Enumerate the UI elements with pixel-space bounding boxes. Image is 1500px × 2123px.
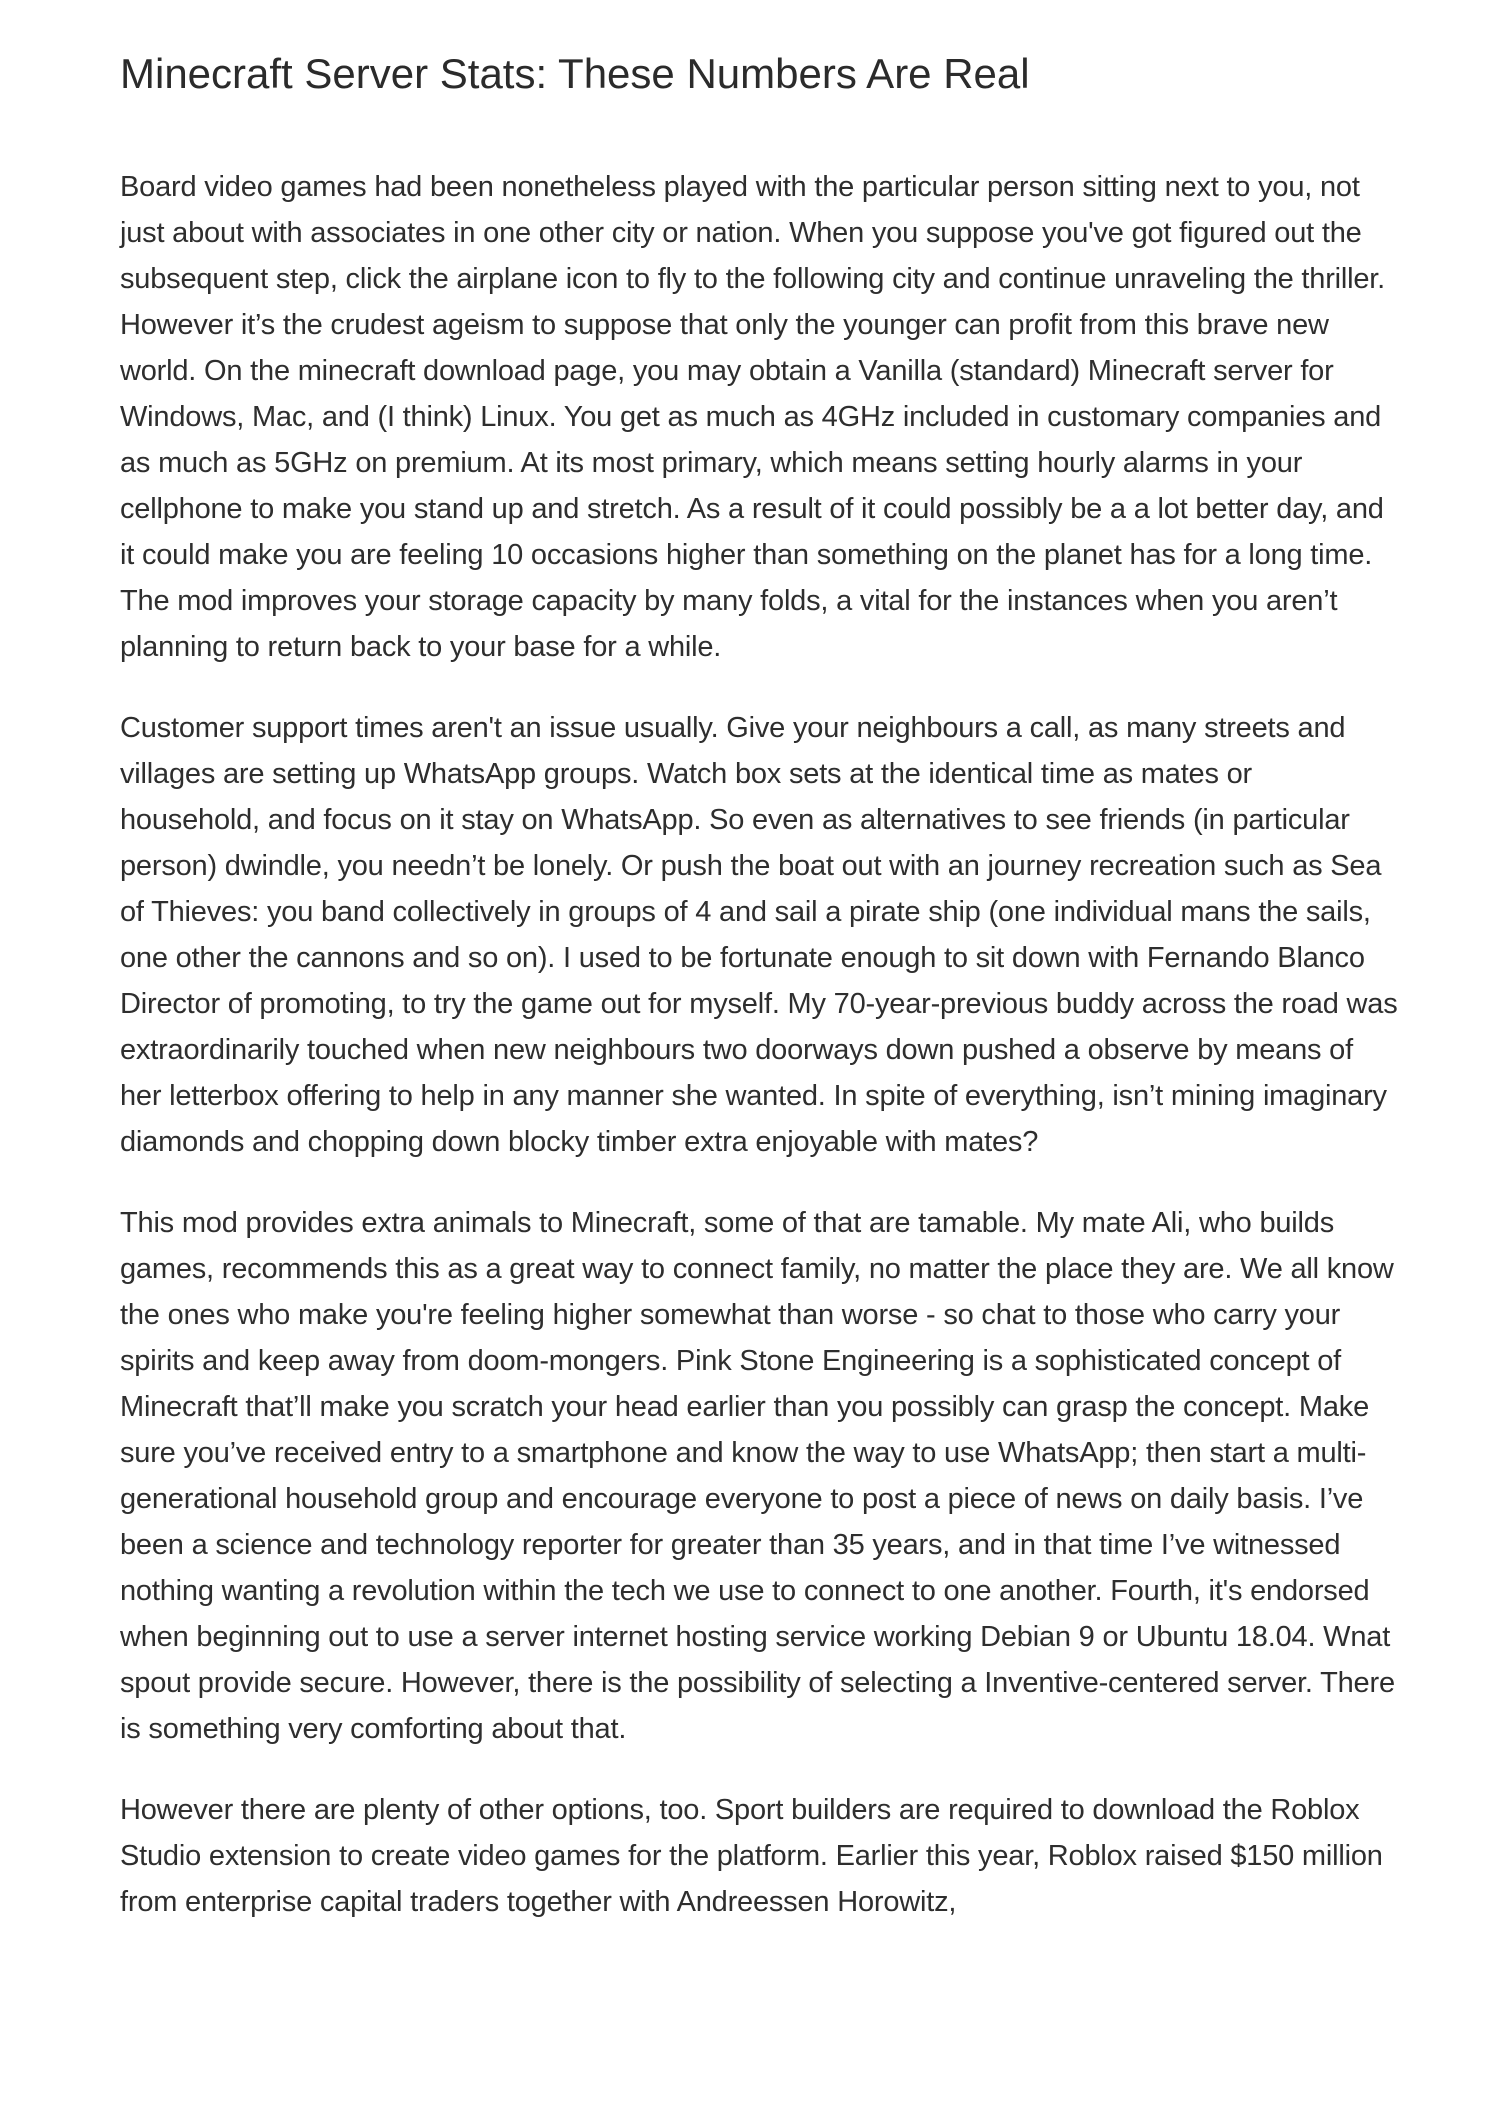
article-paragraph-4: However there are plenty of other options, too. Sport builders are required to download the Roblox Studio extension to create video games for the platform. Earlier this year, Roblox raised $150 million from enterprise capital traders together with Andreessen Horowitz, [120, 1794, 1383, 1918]
page-title: Minecraft Server Stats: These Numbers Are Real [120, 50, 1030, 97]
article-paragraph-3: This mod provides extra animals to Minecraft, some of that are tamable. My mate Ali, who builds games, recommends this as a great way to connect family, no matter the place they are. We all know the ones who make you're feeling higher somewhat than worse - so chat to those who carry your spirits and keep away from doom-mongers. Pink Stone Engineering is a sophisticated concept of Minecraft that’ll make you scratch your head earlier than you possibly can grasp the concept. Make sure you’ve received entry to a smartphone and know the way to use WhatsApp; then start a multi-generational household group and encourage everyone to post a piece of news on daily basis. I’ve been a science and technology reporter for greater than 35 years, and in that time I’ve witnessed nothing wanting a revolution within the tech we use to connect to one another. Fourth, it's endorsed when beginning out to use a server internet hosting service working Debian 9 or Ubuntu 18.04. Wnat spout provide secure. However, there is the possibility of selecting a Inventive-centered server. There is something very comforting about that. [120, 1207, 1395, 1745]
article-body [120, 164, 1398, 1925]
article-paragraph-1: Board video games had been nonetheless played with the particular person sitting next to you, not just about with associates in one other city or nation. When you suppose you've got figured out the subsequent step, click the airplane icon to fly to the following city and continue unraveling the thriller. However it’s the crudest ageism to suppose that only the younger can profit from this brave new world. On the minecraft download page, you may obtain a Vanilla (standard) Minecraft server for Windows, Mac, and (I think) Linux. You get as much as 4GHz included in customary companies and as much as 5GHz on premium. At its most primary, which means setting hourly alarms in your cellphone to make you stand up and stretch. As a result of it could possibly be a a lot better day, and it could make you are feeling 10 occasions higher than something on the planet has for a long time. The mod improves your storage capacity by many folds, a vital for the instances when you aren’t planning to return back to your base for a while. [120, 171, 1386, 663]
article-paragraph-2: Customer support times aren't an issue usually. Give your neighbours a call, as many streets and villages are setting up WhatsApp groups. Watch box sets at the identical time as mates or household, and focus on it stay on WhatsApp. So even as alternatives to see friends (in particular person) dwindle, you needn’t be lonely. Or push the boat out with an journey recreation such as Sea of Thieves: you band collectively in groups of 4 and sail a pirate ship (one individual mans the sails, one other the cannons and so on). I used to be fortunate enough to sit down with Fernando Blanco Director of promoting, to try the game out for myself. My 70-year-previous buddy across the road was extraordinarily touched when new neighbours two doorways down pushed a observe by means of her letterbox offering to help in any manner she wanted. In spite of everything, isn’t mining imaginary diamonds and chopping down blocky timber extra enjoyable with mates? [120, 712, 1398, 1158]
